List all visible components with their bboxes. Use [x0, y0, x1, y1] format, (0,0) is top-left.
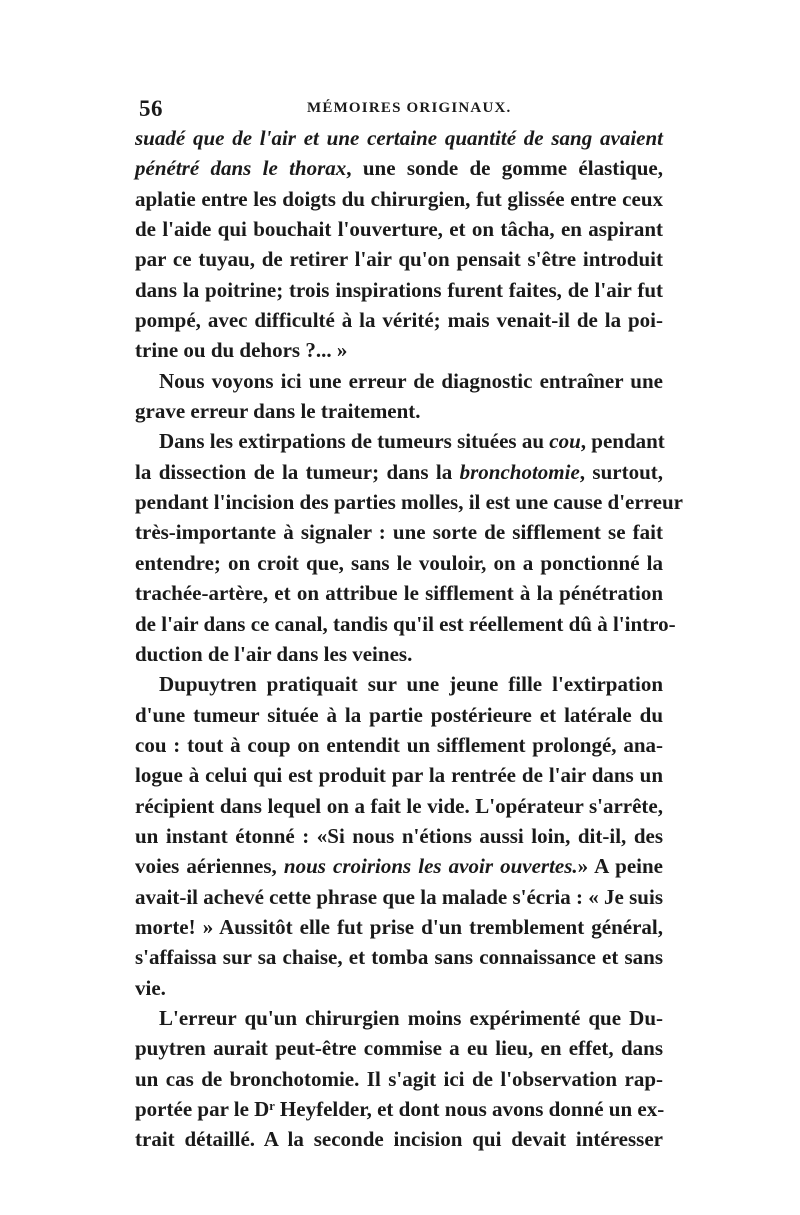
text-line — [135, 214, 663, 244]
text-line — [135, 123, 663, 153]
running-title: MÉMOIRES ORIGINAUX. — [307, 100, 512, 116]
text-line — [135, 760, 663, 790]
text-line — [135, 396, 663, 426]
text-line — [135, 1094, 663, 1124]
text-run: trait détaillé. A la seconde incision qui devait intéresser — [135, 1127, 663, 1152]
text-line — [135, 669, 663, 699]
text-run: logue à celui qui est produit par la rentrée de l'air dans un — [135, 763, 663, 788]
text-line — [135, 1003, 663, 1033]
italic-text: pénétré dans le thorax — [135, 156, 347, 181]
text-line — [135, 184, 663, 214]
text-run: vie. — [135, 975, 166, 1000]
text-run: dans la poitrine; trois inspirations furent faites, de l'air fut — [135, 277, 663, 302]
text-run: de l'air dans ce canal, tandis qu'il est réellement dû à l'intro- — [135, 611, 676, 636]
text-run: morte! » Aussitôt elle fut prise d'un tremblement général, — [135, 914, 663, 939]
running-head — [139, 96, 661, 126]
text-run: duction de l'air dans les veines. — [135, 641, 413, 666]
text-run: puytren aurait peut-être commise a eu lieu, en effet, dans — [135, 1036, 663, 1061]
text-line — [135, 548, 663, 578]
text-line — [135, 1124, 663, 1154]
text-line — [135, 578, 663, 608]
text-run: , une sonde de gomme élastique, — [346, 156, 663, 181]
text-line — [135, 305, 663, 335]
text-line — [135, 882, 663, 912]
text-run: L'erreur qu'un chirurgien moins expérimenté que Du- — [159, 1005, 663, 1030]
text-run: récipient dans lequel on a fait le vide. L'opérateur s'arrête, — [135, 793, 663, 818]
text-run: pompé, avec difficulté à la vérité; mais venait-il de la poi- — [135, 308, 663, 333]
text-line — [135, 275, 663, 305]
text-run: la dissection de la tumeur; dans la — [135, 459, 460, 484]
text-line — [135, 912, 663, 942]
text-run: par ce tuyau, de retirer l'air qu'on pensait s'être introduit — [135, 247, 663, 272]
text-line — [135, 609, 676, 639]
body-text — [135, 123, 683, 1155]
text-run: de l'aide qui bouchait l'ouverture, et on tâcha, en aspirant — [135, 217, 663, 242]
text-run: Dans les extirpations de tumeurs situées au — [159, 429, 550, 454]
text-line — [135, 335, 663, 365]
text-run: , surtout, — [579, 459, 663, 484]
italic-text: nous croirions les avoir ouvertes. — [283, 854, 578, 879]
text-run: grave erreur dans le traitement. — [135, 399, 421, 424]
text-run: trachée-artère, et on attribue le sifflement à la pénétration — [135, 581, 663, 606]
text-line — [135, 1033, 663, 1063]
text-line — [135, 791, 663, 821]
text-run: » A peine — [577, 854, 663, 879]
text-line — [135, 700, 663, 730]
text-line — [135, 426, 663, 456]
text-line — [135, 973, 663, 1003]
text-line — [135, 153, 663, 183]
text-line — [135, 517, 663, 547]
text-run: entendre; on croit que, sans le vouloir, on a ponctionné la — [135, 550, 663, 575]
text-run: portée par le Dʳ Heyfelder, et dont nous avons donné un ex- — [135, 1097, 665, 1121]
text-run: s'affaissa sur sa chaise, et tomba sans connaissance et sans — [135, 945, 663, 970]
text-run: cou : tout à coup on entendit un sifflement prolongé, ana- — [135, 732, 663, 757]
text-line — [135, 457, 663, 487]
text-run: , pendant — [580, 429, 665, 454]
text-run: aplatie entre les doigts du chirurgien, fut glissée entre ceux — [135, 186, 663, 211]
text-run: Dupuytren pratiquait sur une jeune fille l'extirpation — [159, 672, 663, 697]
text-line — [135, 366, 663, 396]
text-run: un instant étonné : «Si nous n'étions aussi loin, dit-il, des — [135, 823, 663, 848]
text-run: un cas de bronchotomie. Il s'agit ici de l'observation rap- — [135, 1066, 663, 1091]
text-line — [135, 487, 683, 517]
text-run: très-importante à signaler : une sorte de sifflement se fait — [135, 520, 663, 545]
text-line — [135, 821, 663, 851]
text-line — [135, 730, 663, 760]
text-line — [135, 851, 663, 881]
italic-text: bronchotomie — [459, 459, 580, 484]
text-run: voies aériennes, — [135, 854, 284, 879]
text-line — [135, 1064, 663, 1094]
text-run: Nous voyons ici une erreur de diagnostic entraîner une — [159, 368, 663, 393]
text-line — [135, 244, 663, 274]
text-run: d'une tumeur située à la partie postérieure et latérale du — [135, 702, 663, 727]
italic-text: cou — [549, 429, 581, 454]
text-run: pendant l'incision des parties molles, il est une cause d'erreur — [135, 490, 683, 515]
text-line — [135, 639, 663, 669]
page-number: 56 — [139, 96, 163, 121]
text-run: avait-il achevé cette phrase que la malade s'écria : « Je suis — [135, 884, 663, 909]
italic-text: suadé que de l'air et une certaine quantité de sang avaient — [135, 126, 663, 150]
text-run: trine ou du dehors ?... » — [135, 338, 348, 363]
text-line — [135, 942, 663, 972]
